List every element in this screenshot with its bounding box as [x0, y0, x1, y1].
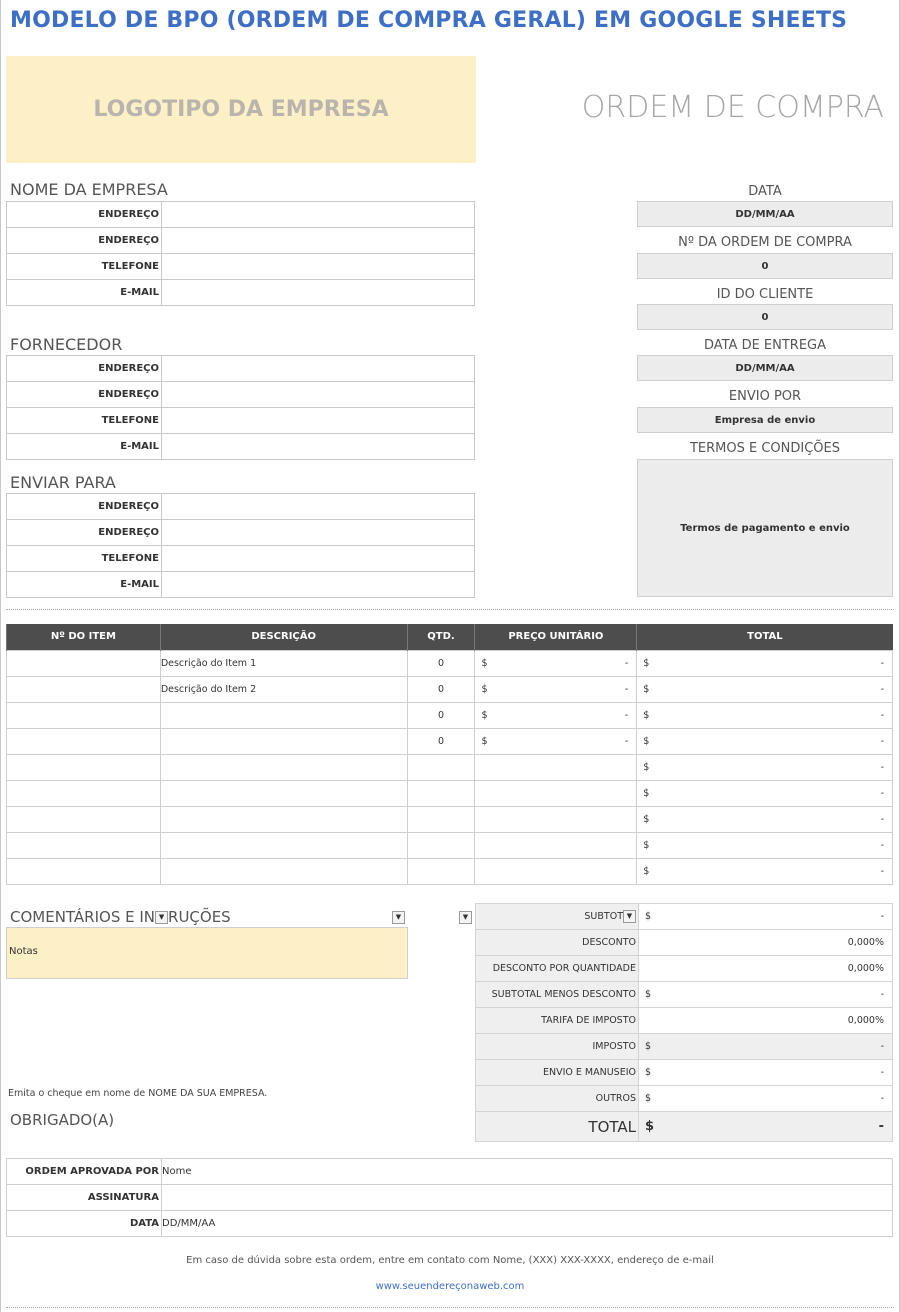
notes-field[interactable]: Notas [6, 927, 408, 979]
totals-amount: - [880, 911, 884, 922]
item-unit-price-cell[interactable] [475, 650, 637, 676]
totals-label: DESCONTO [476, 930, 639, 956]
ship-to-phone-cell[interactable] [162, 546, 475, 572]
totals-value[interactable] [639, 982, 893, 1008]
totals-currency: $ [645, 1067, 652, 1078]
ship-to-heading: ENVIAR PARA [10, 473, 116, 492]
price-currency: $ [481, 735, 488, 747]
total-value [639, 1112, 893, 1142]
item-description-cell[interactable]: Descrição do Item 1 [160, 650, 407, 676]
item-total-cell [637, 650, 893, 676]
signature-label: ASSINATURA [7, 1185, 162, 1211]
price-currency: $ [481, 657, 488, 669]
total-label: TOTAL [476, 1112, 639, 1142]
item-number-cell[interactable] [7, 832, 161, 858]
ship-to-row [7, 546, 475, 572]
total-currency: $ [643, 735, 650, 747]
totals-label: ENVIO E MANUSEIO [476, 1060, 639, 1086]
comments-heading [10, 908, 231, 926]
item-unit-price-cell[interactable] [475, 676, 637, 702]
company-row [7, 254, 475, 280]
supplier-row [7, 382, 475, 408]
total-currency: $ [643, 865, 650, 877]
totals-label: DESCONTO POR QUANTIDADE [476, 956, 639, 982]
grand-total-row [476, 1112, 893, 1142]
totals-amount: - [880, 1067, 884, 1078]
item-quantity-cell[interactable]: 0 [407, 728, 475, 754]
company-logo-placeholder[interactable] [6, 56, 476, 163]
item-quantity-cell[interactable] [407, 780, 475, 806]
supplier-row [7, 408, 475, 434]
approval-date-value[interactable]: DD/MM/AA [162, 1211, 893, 1237]
page-title: MODELO DE BPO (ORDEM DE COMPRA GERAL) EM GOOGLE SHEETS [10, 8, 848, 33]
supplier-email-cell[interactable] [162, 434, 475, 460]
date-field[interactable]: DD/MM/AA [637, 201, 893, 227]
item-row [7, 780, 893, 806]
field-label: E-MAIL [7, 434, 162, 460]
item-row [7, 702, 893, 728]
item-row [7, 858, 893, 884]
price-amount: - [624, 709, 629, 721]
item-total-cell [637, 754, 893, 780]
item-quantity-cell[interactable] [407, 858, 475, 884]
supplier-row [7, 434, 475, 460]
totals-currency: $ [645, 911, 652, 922]
price-currency: $ [481, 683, 488, 695]
company-heading: NOME DA EMPRESA [10, 180, 168, 199]
supplier-phone-cell[interactable] [162, 408, 475, 434]
company-address-1-cell[interactable] [162, 202, 475, 228]
field-label: ENDEREÇO [7, 202, 162, 228]
bottom-divider [6, 1307, 894, 1308]
ship-to-address-1-cell[interactable] [162, 494, 475, 520]
item-quantity-cell[interactable]: 0 [407, 676, 475, 702]
supplier-address-1-cell[interactable] [162, 356, 475, 382]
website-link[interactable]: www.seuendereçonaweb.com [375, 1281, 525, 1292]
supplier-heading: FORNECEDOR [10, 335, 123, 354]
totals-amount: 0,000% [847, 937, 884, 948]
header-description: DESCRIÇÃO [160, 624, 407, 650]
header-quantity: QTD. [407, 624, 475, 650]
item-number-cell[interactable] [7, 806, 161, 832]
items-table [6, 624, 893, 885]
contact-footer: Em caso de dúvida sobre esta ordem, entre em contato com Nome, (XXX) XXX-XXXX, endereço de e-mail [186, 1255, 714, 1266]
approved-by-value[interactable]: Nome [162, 1159, 893, 1185]
item-total-cell [637, 780, 893, 806]
po-number-field[interactable]: 0 [637, 253, 893, 279]
totals-body [476, 904, 893, 1112]
totals-amount: - [880, 989, 884, 1000]
ship-to-row [7, 520, 475, 546]
company-row [7, 228, 475, 254]
client-id-field[interactable]: 0 [637, 304, 893, 330]
item-number-cell[interactable] [7, 650, 161, 676]
totals-amount: 0,000% [847, 1015, 884, 1026]
item-total-cell [637, 806, 893, 832]
total-amount: - [878, 1119, 884, 1134]
total-currency: $ [643, 657, 650, 669]
item-quantity-cell[interactable] [407, 806, 475, 832]
item-row [7, 676, 893, 702]
totals-value[interactable] [639, 1034, 893, 1060]
company-address-2-cell[interactable] [162, 228, 475, 254]
totals-value[interactable] [639, 1008, 893, 1034]
header-total: TOTAL [637, 624, 893, 650]
total-currency: $ [643, 683, 650, 695]
ship-via-field[interactable]: Empresa de envio [637, 407, 893, 433]
item-row [7, 806, 893, 832]
totals-row [476, 1008, 893, 1034]
field-label: ENDEREÇO [7, 382, 162, 408]
item-unit-price-cell[interactable] [475, 702, 637, 728]
supplier-row [7, 356, 475, 382]
date-label: DATA [748, 184, 782, 199]
item-unit-price-cell[interactable] [475, 858, 637, 884]
ship-via-label: ENVIO POR [728, 389, 802, 404]
item-total-cell [637, 728, 893, 754]
field-label: ENDEREÇO [7, 520, 162, 546]
totals-row [476, 956, 893, 982]
item-description-cell[interactable] [160, 702, 407, 728]
delivery-date-label: DATA DE ENTREGA [703, 338, 827, 353]
totals-currency: $ [645, 1041, 652, 1052]
total-amount: - [880, 865, 884, 877]
field-label: TELEFONE [7, 408, 162, 434]
item-description-cell[interactable] [160, 754, 407, 780]
item-row [7, 650, 893, 676]
approval-table [6, 1158, 893, 1237]
total-currency: $ [643, 787, 650, 799]
ship-to-row [7, 572, 475, 598]
totals-row [476, 982, 893, 1008]
totals-label: IMPOSTO [476, 1034, 639, 1060]
totals-label: TARIFA DE IMPOSTO [476, 1008, 639, 1034]
field-label: TELEFONE [7, 254, 162, 280]
item-unit-price-cell[interactable] [475, 728, 637, 754]
totals-amount: - [880, 1041, 884, 1052]
section-divider [6, 609, 894, 610]
thank-you-text: OBRIGADO(A) [10, 1111, 115, 1129]
terms-field[interactable]: Termos de pagamento e envio [637, 459, 893, 597]
dropdown-arrow-icon[interactable]: ▼ [459, 911, 472, 924]
item-row [7, 728, 893, 754]
item-total-cell [637, 702, 893, 728]
company-phone-cell[interactable] [162, 254, 475, 280]
field-label: ENDEREÇO [7, 356, 162, 382]
item-unit-price-cell[interactable] [475, 754, 637, 780]
total-amount: - [880, 813, 884, 825]
item-number-cell[interactable] [7, 780, 161, 806]
company-info-table [6, 201, 475, 306]
price-amount: - [624, 683, 629, 695]
approval-row [7, 1211, 893, 1237]
ship-to-email-cell[interactable] [162, 572, 475, 598]
item-number-cell[interactable] [7, 702, 161, 728]
item-number-cell[interactable] [7, 676, 161, 702]
total-amount: - [880, 683, 884, 695]
field-label: ENDEREÇO [7, 228, 162, 254]
price-currency: $ [481, 709, 488, 721]
total-amount: - [880, 735, 884, 747]
totals-table [475, 903, 893, 1142]
item-total-cell [637, 832, 893, 858]
item-total-cell [637, 858, 893, 884]
totals-row [476, 1086, 893, 1112]
field-label: TELEFONE [7, 546, 162, 572]
dropdown-arrow-icon[interactable]: ▼ [623, 910, 636, 923]
item-number-cell[interactable] [7, 858, 161, 884]
total-currency: $ [643, 709, 650, 721]
total-amount: - [880, 709, 884, 721]
total-currency: $ [645, 1119, 655, 1134]
supplier-info-table [6, 355, 475, 460]
totals-label: SUBTOT ▼ [476, 904, 639, 930]
items-body [7, 650, 893, 884]
dropdown-arrow-icon[interactable]: ▼ [155, 911, 168, 924]
item-number-cell[interactable] [7, 728, 161, 754]
item-unit-price-cell[interactable] [475, 806, 637, 832]
totals-currency: $ [645, 989, 652, 1000]
delivery-date-field[interactable]: DD/MM/AA [637, 355, 893, 381]
totals-amount: 0,000% [847, 963, 884, 974]
total-amount: - [880, 657, 884, 669]
item-total-cell [637, 676, 893, 702]
item-row [7, 832, 893, 858]
cheque-note: Emita o cheque em nome de NOME DA SUA EMPRESA. [8, 1088, 268, 1099]
total-amount: - [880, 787, 884, 799]
totals-value[interactable] [639, 956, 893, 982]
dropdown-arrow-icon[interactable]: ▼ [392, 911, 405, 924]
totals-row [476, 930, 893, 956]
ship-to-address-2-cell[interactable] [162, 520, 475, 546]
total-amount: - [880, 761, 884, 773]
logo-text: LOGOTIPO DA EMPRESA [93, 97, 389, 122]
company-row [7, 280, 475, 306]
totals-value[interactable] [639, 1060, 893, 1086]
item-description-cell[interactable]: Descrição do Item 2 [160, 676, 407, 702]
item-unit-price-cell[interactable] [475, 832, 637, 858]
item-quantity-cell[interactable]: 0 [407, 650, 475, 676]
client-id-label: ID DO CLIENTE [716, 287, 814, 302]
totals-row [476, 1034, 893, 1060]
item-description-cell[interactable] [160, 832, 407, 858]
price-amount: - [624, 735, 629, 747]
item-quantity-cell[interactable] [407, 832, 475, 858]
comments-heading-start: COMENTÁRIOS E IN [10, 908, 156, 926]
signature-value[interactable] [162, 1185, 893, 1211]
totals-label: SUBTOTAL MENOS DESCONTO [476, 982, 639, 1008]
totals-label: OUTROS [476, 1086, 639, 1112]
total-amount: - [880, 839, 884, 851]
field-label: E-MAIL [7, 280, 162, 306]
header-item-number: Nº DO ITEM [7, 624, 161, 650]
supplier-address-2-cell[interactable] [162, 382, 475, 408]
totals-currency: $ [645, 1093, 652, 1104]
field-label: ENDEREÇO [7, 494, 162, 520]
item-description-cell[interactable] [160, 780, 407, 806]
item-description-cell[interactable] [160, 858, 407, 884]
document-title: ORDEM DE COMPRA [581, 90, 884, 125]
totals-value[interactable] [639, 930, 893, 956]
approved-by-label: ORDEM APROVADA POR [7, 1159, 162, 1185]
item-description-cell[interactable] [160, 806, 407, 832]
company-email-cell[interactable] [162, 280, 475, 306]
totals-amount: - [880, 1093, 884, 1104]
price-amount: - [624, 657, 629, 669]
comments-heading-end: RUÇÕES [168, 908, 231, 926]
item-unit-price-cell[interactable] [475, 780, 637, 806]
totals-row [476, 904, 893, 930]
item-quantity-cell[interactable]: 0 [407, 702, 475, 728]
terms-label: TERMOS E CONDIÇÕES [689, 441, 841, 456]
po-number-label: Nº DA ORDEM DE COMPRA [678, 235, 852, 250]
approval-row [7, 1159, 893, 1185]
approval-row [7, 1185, 893, 1211]
company-row [7, 202, 475, 228]
field-label: E-MAIL [7, 572, 162, 598]
item-row [7, 754, 893, 780]
item-number-cell[interactable] [7, 754, 161, 780]
totals-value[interactable] [639, 1086, 893, 1112]
item-quantity-cell[interactable] [407, 754, 475, 780]
total-currency: $ [643, 813, 650, 825]
total-currency: $ [643, 839, 650, 851]
total-currency: $ [643, 761, 650, 773]
approval-date-label: DATA [7, 1211, 162, 1237]
header-unit-price: PREÇO UNITÁRIO [475, 624, 637, 650]
totals-row [476, 1060, 893, 1086]
item-description-cell[interactable] [160, 728, 407, 754]
totals-value[interactable] [639, 904, 893, 930]
ship-to-info-table [6, 493, 475, 598]
ship-to-row [7, 494, 475, 520]
